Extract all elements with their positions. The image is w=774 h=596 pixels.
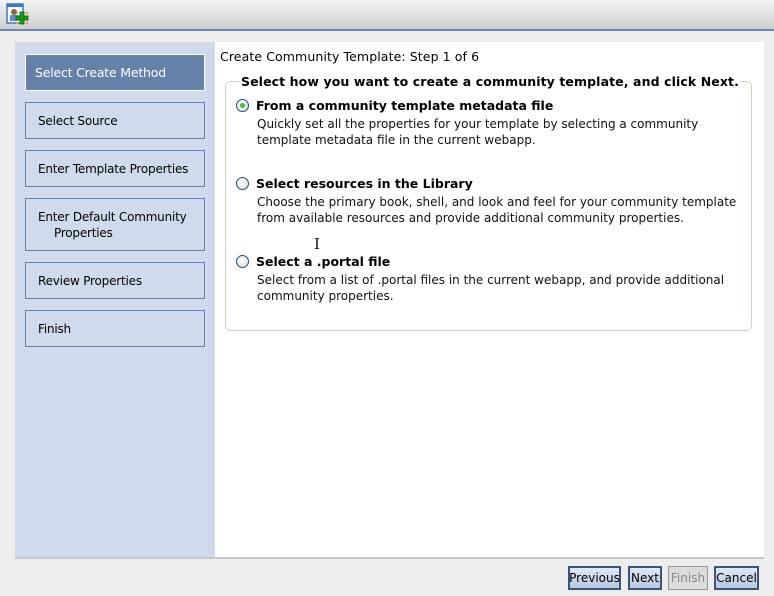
wizard-frame <box>15 42 764 559</box>
step-label: Finish <box>38 321 71 336</box>
option-title[interactable]: From a community template metadata file <box>256 98 554 113</box>
finish-button[interactable]: Finish <box>668 566 708 590</box>
option-description: Select from a list of .portal files in the current webapp, and provide additional community properties. <box>257 273 725 303</box>
radio-metadata-file[interactable] <box>236 99 249 112</box>
add-community-icon <box>6 3 30 27</box>
step-review-properties[interactable] <box>25 262 205 299</box>
cancel-button[interactable]: Cancel <box>714 566 759 590</box>
step-label: Enter Default Community <box>38 210 187 224</box>
option-description: Choose the primary book, shell, and look and feel for your community template from available resources and provide additional community properties. <box>257 195 737 225</box>
step-enter-template-properties[interactable] <box>25 150 205 187</box>
radio-portal-file[interactable] <box>236 255 249 268</box>
step-label-line2: Properties <box>54 226 113 240</box>
option-title[interactable]: Select a .portal file <box>256 254 391 269</box>
previous-button[interactable]: Previous <box>568 566 621 590</box>
wizard-steps-sidebar <box>15 42 215 557</box>
option-description: Quickly set all the properties for your template by selecting a community template metadata file in the current webapp. <box>257 117 699 147</box>
wizard-content <box>215 42 764 557</box>
step-label: Select Create Method <box>35 64 166 80</box>
step-finish[interactable] <box>25 310 205 347</box>
step-label: Review Properties <box>38 273 142 288</box>
step-enter-default-community-properties[interactable] <box>25 198 205 251</box>
next-button[interactable]: Next <box>628 566 662 590</box>
option-title[interactable]: Select resources in the Library <box>256 176 473 191</box>
page-title: Create Community Template: Step 1 of 6 <box>220 49 480 64</box>
create-method-group <box>225 74 752 331</box>
title-bar <box>0 0 774 31</box>
step-label: Select Source <box>38 113 118 128</box>
radio-library-resources[interactable] <box>236 177 249 190</box>
text-cursor-icon: I <box>314 235 320 253</box>
group-legend: Select how you want to create a community template, and click Next. <box>241 74 739 89</box>
step-select-source[interactable] <box>25 102 205 139</box>
step-select-create-method[interactable] <box>25 54 205 91</box>
step-label: Enter Template Properties <box>38 161 189 176</box>
